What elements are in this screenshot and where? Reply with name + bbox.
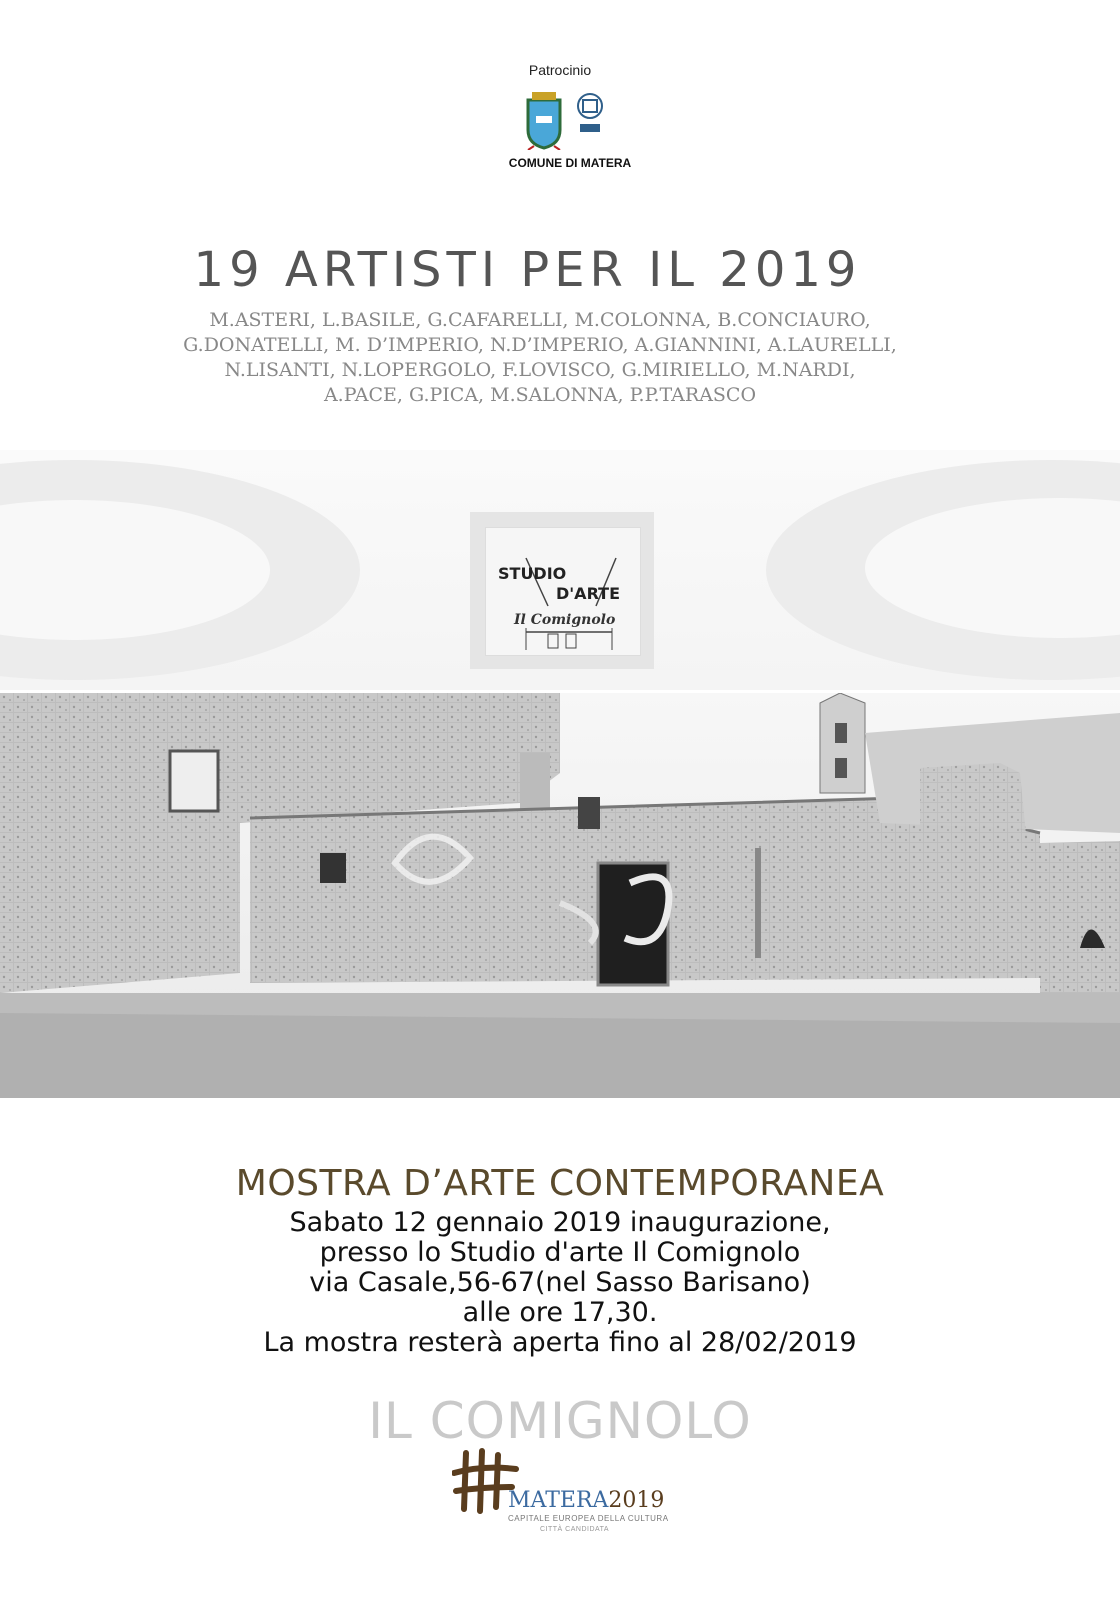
studio-logo-line2: D'ARTE <box>556 584 621 603</box>
artists-line: G.DONATELLI, M. D’IMPERIO, N.D’IMPERIO, A.GIANNINI, A.LAURELLI, <box>183 334 897 356</box>
unesco-icon <box>578 94 602 132</box>
exhibition-heading: MOSTRA D’ARTE CONTEMPORANEA <box>235 1163 885 1204</box>
matera-logo-city: MATERA <box>508 1488 609 1513</box>
poster-title: 19 ARTISTI PER IL 2019 <box>193 242 862 298</box>
studio-logo-line1: STUDIO <box>498 564 567 583</box>
artists-line: N.LISANTI, N.LOPERGOLO, F.LOVISCO, G.MIRIELLO, M.NARDI, <box>224 359 856 381</box>
exhibition-info-line: presso lo Studio d'arte Il Comignolo <box>319 1237 801 1268</box>
exhibition-info-line: alle ore 17,30. <box>462 1297 658 1328</box>
artists-list <box>80 308 1000 408</box>
matera-logo-name <box>508 1488 664 1513</box>
patronage-label: Patrocinio <box>528 62 592 78</box>
studio-logo-panel <box>485 527 641 656</box>
comune-label: COMUNE DI MATERA <box>508 156 632 170</box>
exhibition-info-line: La mostra resterà aperta fino al 28/02/2019 <box>263 1327 857 1358</box>
patronage-logos <box>520 90 620 150</box>
exhibition-info <box>0 1208 1120 1358</box>
matera-crest-icon <box>528 92 560 150</box>
artists-line: A.PACE, G.PICA, M.SALONNA, P.P.TARASCO <box>323 384 757 406</box>
studio-logo <box>470 512 654 669</box>
matera-logo-subtitle: CAPITALE EUROPEA DELLA CULTURA <box>508 1514 669 1523</box>
brand-wordmark: IL COMIGNOLO <box>368 1392 752 1450</box>
matera-logo-year: 2019 <box>608 1488 665 1513</box>
matera-logo-subtitle2: CITTÀ CANDIDATA <box>540 1526 610 1533</box>
sasso-barisano-photo <box>0 693 1120 1098</box>
studio-logo-line3: Il Comignolo <box>514 612 616 628</box>
exhibition-info-line: Sabato 12 gennaio 2019 inaugurazione, <box>289 1207 831 1238</box>
artists-line: M.ASTERI, L.BASILE, G.CAFARELLI, M.COLONNA, B.CONCIAURO, <box>209 309 871 331</box>
exhibition-info-line: via Casale,56-67(nel Sasso Barisano) <box>309 1267 811 1298</box>
